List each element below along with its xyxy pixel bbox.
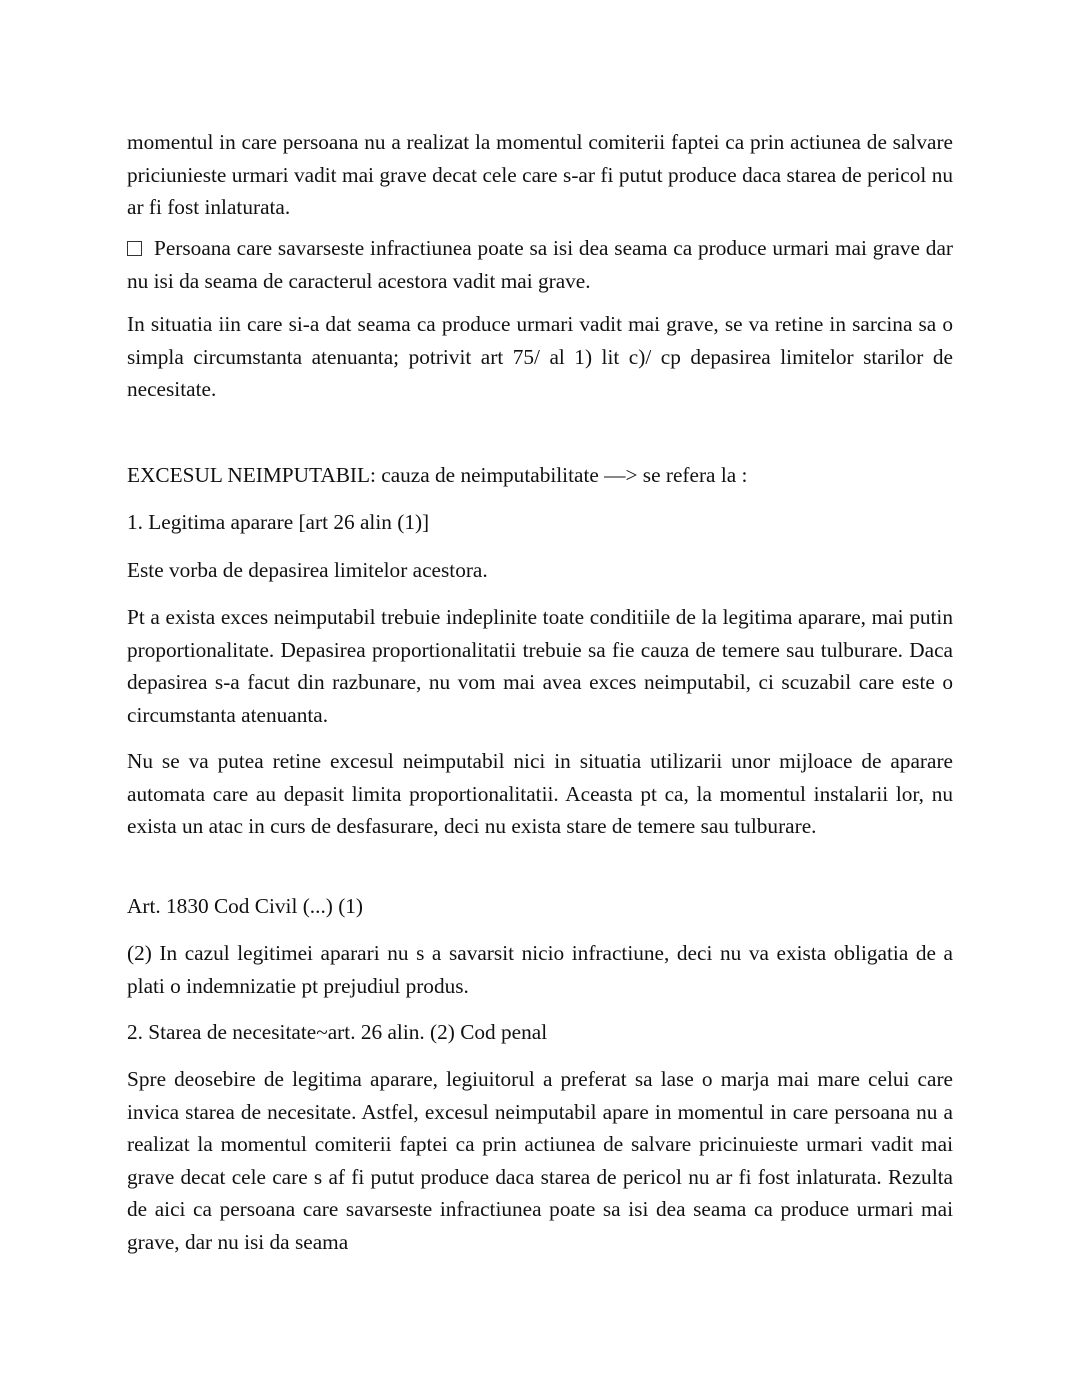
paragraph-3: In situatia iin care si-a dat seama ca produce urmari vadit mai grave, se va retine in sarcina sa o simpla circumstanta atenuanta; potrivit art 75/ al 1) lit c)/ cp depasirea limitelor starilor de necesitate. <box>127 312 953 402</box>
paragraph-7: Pt a exista exces neimputabil trebuie indeplinite toate conditiile de la legitima aparare, mai putin proportionalitate. Depasirea proportionalitatii trebuie sa fie cauza de temere sau tulburare. Daca depasirea s-a facut din razbunare, nu vom mai avea exces neimputabil, ci scuzabil care este o circumstanta atenuanta. <box>127 605 953 727</box>
paragraph-9: Art. 1830 Cod Civil (...) (1) <box>127 894 364 918</box>
paragraph-6: Este vorba de depasirea limitelor acestora. <box>127 558 488 582</box>
section-heading-exces-neimputabil: EXCESUL NEIMPUTABIL: cauza de neimputabilitate —> se refera la : <box>127 463 748 487</box>
paragraph-1: momentul in care persoana nu a realizat la momentul comiterii faptei ca prin actiunea de salvare priciunieste urmari vadit mai grave decat cele care s-ar fi putut produce daca starea de pericol nu ar fi fost inlaturata. <box>127 130 953 220</box>
list-item-legitima-aparare: 1. Legitima aparare [art 26 alin (1)] <box>127 510 430 534</box>
paragraph-12: Spre deosebire de legitima aparare, legiuitorul a preferat sa lase o marja mai mare celui care invica starea de necesitate. Astfel, excesul neimputabil apare in momentul in care persoana nu a realizat la momentul comiterii faptei ca prin actiunea de salvare pricinuieste urmari vadit mai grave decat cele care s af fi putut produce daca starea de pericol nu ar fi fost inlaturata. Rezulta de aici ca persoana care savarseste infractiunea poate sa isi dea seama ca produce urmari mai grave, dar nu isi da seama <box>127 1067 953 1254</box>
checkbox-bullet-icon <box>127 241 142 256</box>
bullet-paragraph <box>127 232 953 297</box>
paragraph-8: Nu se va putea retine excesul neimputabil nici in situatia utilizarii unor mijloace de aparare automata care au depasit limita proportionalitatii. Aceasta pt ca, la momentul instalarii lor, nu exista un atac in curs de desfasurare, deci nu exista stare de temere sau tulburare. <box>127 749 953 839</box>
bullet-text: Persoana care savarseste infractiunea poate sa isi dea seama ca produce urmari mai grave dar nu isi da seama de caracterul acestora vadit mai grave. <box>127 236 953 293</box>
paragraph-10: (2) In cazul legitimei aparari nu s a savarsit nicio infractiune, deci nu va exista obligatia de a plati o indemnizatie pt prejudiul produs. <box>127 941 953 998</box>
list-item-starea-de-necesitate: 2. Starea de necesitate~art. 26 alin. (2) Cod penal <box>127 1020 548 1044</box>
